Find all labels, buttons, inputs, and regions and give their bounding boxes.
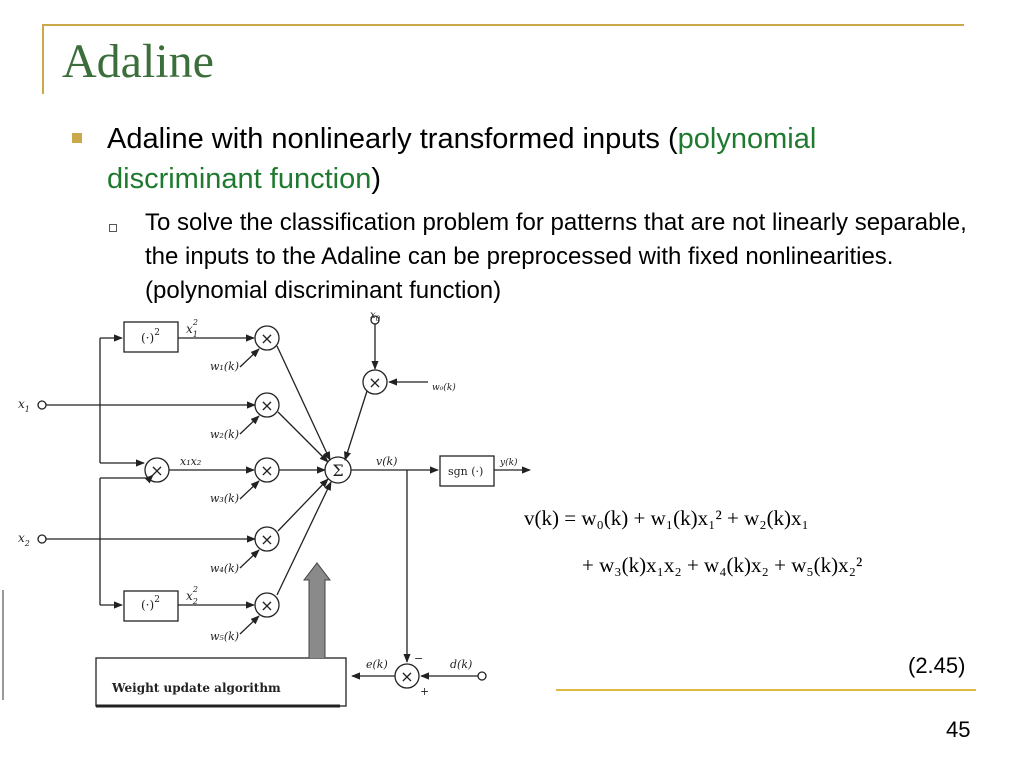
page-number: 45	[946, 717, 971, 742]
weight-w3-label: w₃(k)	[210, 492, 240, 505]
ek-label: e(k)	[366, 658, 388, 671]
multiply-node-5: ×	[260, 596, 274, 615]
x2-squared-label: $x_22$	[186, 585, 198, 606]
equation-number: (2.45)	[908, 653, 966, 678]
weight-w0-label: w₀(k)	[432, 383, 456, 393]
multiply-node-4: ×	[260, 530, 274, 549]
weight-w2-label: w₂(k)	[210, 428, 240, 441]
square-box-2-label: $(\cdot)^2$	[141, 595, 160, 612]
sgn-box-label: sgn (·)	[448, 465, 484, 478]
x1-squared-label: $x_12$	[186, 318, 198, 339]
weight-update-label: Weight update algorithm	[112, 681, 281, 695]
sum-node: Σ	[332, 461, 344, 480]
x1x2-label: x₁x₂	[180, 455, 202, 468]
dk-label: d(k)	[450, 658, 473, 671]
multiply-node-3: ×	[260, 461, 274, 480]
multiply-node-0: ×	[368, 373, 382, 392]
bottom-divider	[556, 689, 976, 691]
weight-w5-label: w₅(k)	[210, 630, 240, 643]
plus-sign: +	[420, 685, 430, 698]
equation-line-2: + w₃(k)x₁x₂ + w₄(k)x₂ + w₅(k)x₂²	[582, 553, 863, 577]
input-x0-label: $x_0$	[370, 310, 381, 323]
square-box-1-label: $(\cdot)^2$	[141, 328, 160, 345]
input-x1-label: $x_1$	[18, 397, 30, 414]
equation-line-1: v(k) = w₀(k) + w₁(k)x₁² + w₂(k)x₁	[524, 506, 809, 530]
input-x2-label: $x_2$	[18, 531, 30, 548]
weight-w4-label: w₄(k)	[210, 562, 240, 575]
multiply-node-1: ×	[260, 329, 274, 348]
vk-label: v(k)	[376, 455, 398, 468]
multiply-node-2: ×	[260, 396, 274, 415]
yk-label: y(k)	[500, 458, 518, 468]
multiply-node-error: ×	[400, 667, 414, 686]
multiply-node-x1x2: ×	[150, 461, 164, 480]
main-bullet-part-2: )	[371, 163, 382, 195]
minus-sign: −	[414, 652, 424, 665]
weight-w1-label: w₁(k)	[210, 360, 240, 373]
main-bullet-part-1: Adaline with nonlinearly transformed inputs (	[107, 123, 678, 155]
main-bullet-highlight: polynomial discriminant function	[107, 123, 817, 195]
sub-bullet-text: To solve the classification problem for patterns that are not linearly separable, the inputs to the Adaline can be preprocessed with fixed nonlinearities. (polynomial discriminant function)	[145, 209, 967, 304]
slide-title: Adaline	[62, 35, 214, 88]
